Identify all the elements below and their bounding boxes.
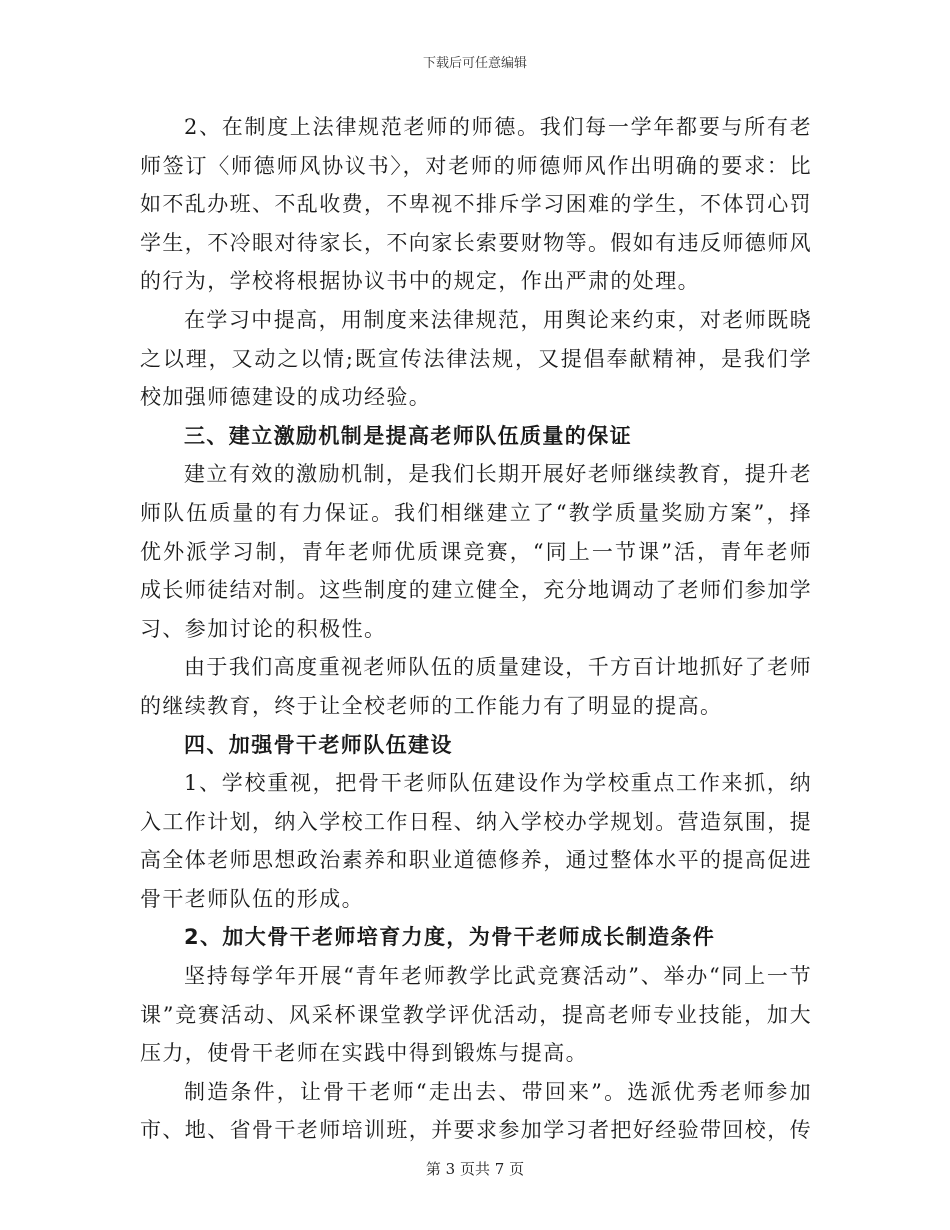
- subheading-cultivation-efforts: 2、加大骨干老师培育力度，为骨干老师成长制造条件: [184, 925, 716, 950]
- paragraph-competitions: 坚持每学年开展“青年老师教学比武竞赛活动”、举办“同上一节课”竞赛活动、风采杯课堂教学评优活动，提高老师专业技能，加大压力，使骨干老师在实践中得到锻炼与提高。: [140, 964, 812, 1066]
- section-heading-incentive-mechanism: 三、建立激励机制是提高老师队伍质量的保证: [184, 423, 632, 448]
- page-header: 下载后可任意编辑: [422, 56, 527, 71]
- paragraph-quality-improvement: 由于我们高度重视老师队伍的质量建设，千方百计地抓好了老师的继续教育，终于让全校老师的工作能力有了明显的提高。: [140, 655, 812, 718]
- paragraph-incentive-details: 建立有效的激励机制，是我们长期开展好老师继续教育，提升老师队伍质量的有力保证。我们相继建立了“教学质量奖励方案”，择优外派学习制，青年老师优质课竞赛，“同上一节课”活，青年老师成长师徒结对制。这些制度的建立健全，充分地调动了老师们参加学习、参加讨论的积极性。: [140, 462, 812, 641]
- paragraph-teacher-ethics-agreement: 2、在制度上法律规范老师的师德。我们每一学年都要与所有老师签订〈师德师风协议书〉，对老师的师德师风作出明确的要求：比如不乱办班、不乱收费，不卑视不排斥学习困难的学生，不体罚心罚学生，不冷眼对待家长，不向家长索要财物等。假如有违反师德师风的行为，学校将根据协议书中的规定，作出严肃的处理。: [140, 115, 812, 294]
- document-body: [140, 108, 812, 1150]
- paragraph-ethics-experience: 在学习中提高，用制度来法律规范，用舆论来约束，对老师既晓之以理，又动之以情;既宣传法律法规，又提倡奉献精神，是我们学校加强师德建设的成功经验。: [140, 307, 812, 410]
- paragraph-school-attention: 1、学校重视，把骨干老师队伍建设作为学校重点工作来抓，纳入工作计划，纳入学校工作日程、纳入学校办学规划。营造氛围，提高全体老师思想政治素养和职业道德修养，通过整体水平的提高促进骨干老师队伍的形成。: [140, 771, 812, 911]
- paragraph-training-opportunities: 制造条件，让骨干老师“走出去、带回来”。选派优秀老师参加市、地、省骨干老师培训班，并要求参加学习者把好经验带回校，传: [140, 1079, 812, 1143]
- section-heading-backbone-teachers: 四、加强骨干老师队伍建设: [184, 732, 453, 757]
- page-number-footer: 第 3 页共 7 页: [425, 1160, 525, 1178]
